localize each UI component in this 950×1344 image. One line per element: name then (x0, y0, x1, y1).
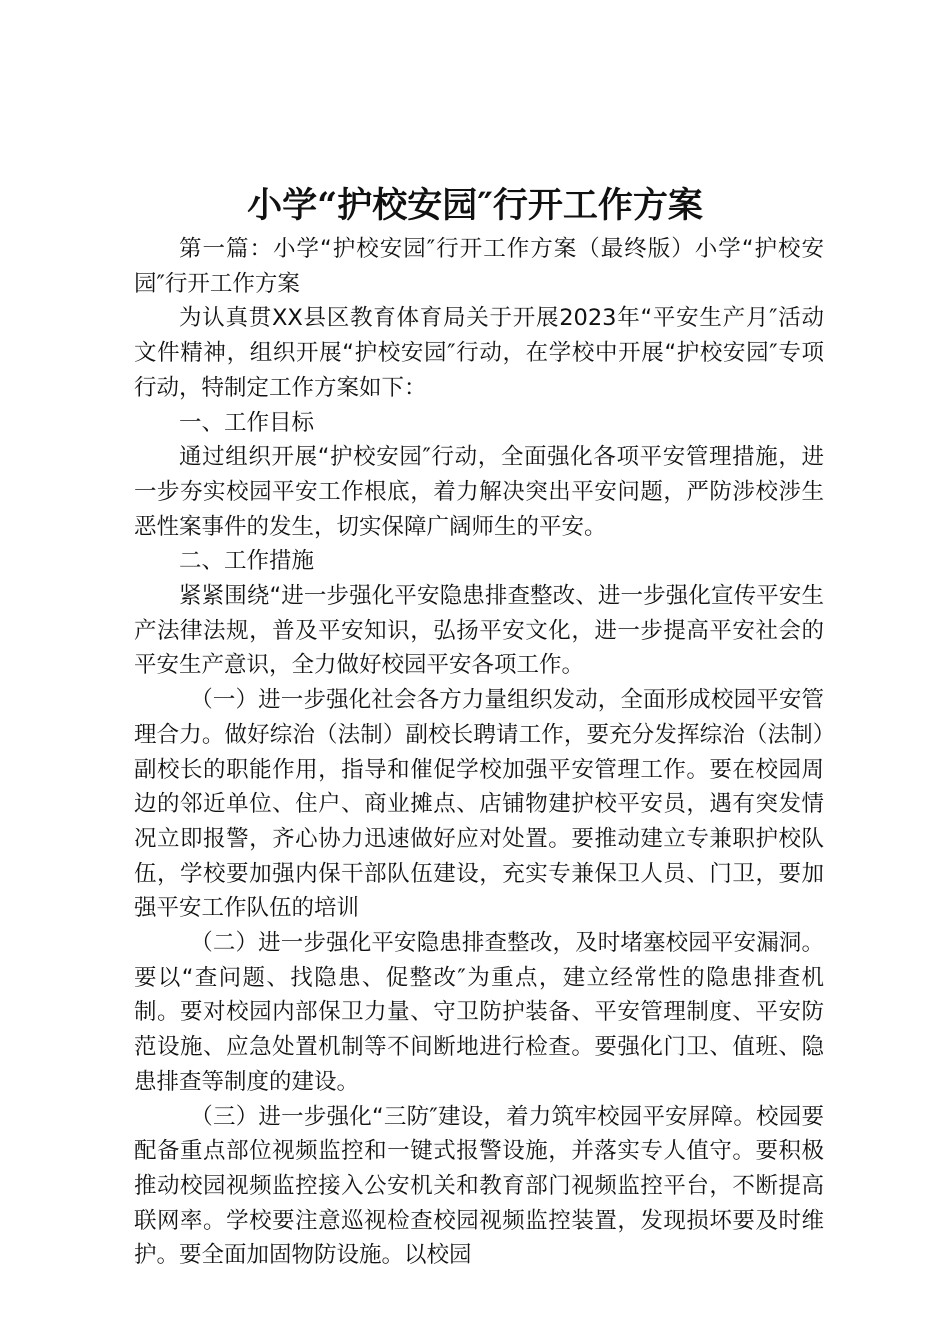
section-heading-measures: 二、工作措施 (179, 548, 315, 575)
paragraph-measure-3: （三）进一步强化“三防″建设，着力筑牢校园平安屏障。校园要配备重点部位视频监控和一键式报警设施，并落实专人值守。要积极推动校园视频监控接入公安机关和教育部门视频监控平台，不断提高联网率。学校要注意巡视检查校园视频监控装置，发现损坏要及时维护。要全面加固物防设施。以校园 (134, 1103, 824, 1269)
document-body (134, 232, 824, 1273)
paragraph-intro-heading: 第一篇：小学“护校安园″行开工作方案（最终版）小学“护校安园″行开工作方案 (134, 236, 824, 297)
paragraph-goals: 通过组织开展“护校安园″行动，全面强化各项平安管理措施，进一步夯实校园平安工作根底，着力解决突出平安问题，严防涉校涉生恶性案事件的发生，切实保障广阔师生的平安。 (134, 444, 824, 540)
paragraph-measure-1: （一）进一步强化社会各方力量组织发动，全面形成校园平安管理合力。做好综治（法制）副校长聘请工作，要充分发挥综治（法制）副校长的职能作用，指导和催促学校加强平安管理工作。要在校园周边的邻近单位、住户、商业摊点、店铺物建护校平安员，遇有突发情况立即报警，齐心协力迅速做好应对处置。要推动建立专兼职护校队伍，学校要加强内保干部队伍建设，充实专兼保卫人员、门卫，要加强平安工作队伍的培训 (134, 687, 824, 922)
paragraph-measures-intro: 紧紧围绕“进一步强化平安隐患排查整改、进一步强化宣传平安生产法律法规，普及平安知识，弘扬平安文化，进一步提高平安社会的平安生产意识，全力做好校园平安各项工作。 (134, 583, 824, 679)
paragraph-purpose: 为认真贯XX县区教育体育局关于开展2023年“平安生产月″活动文件精神，组织开展“护校安园″行动，在学校中开展“护校安园″专项行动，特制定工作方案如下： (134, 305, 824, 401)
paragraph-measure-2: （二）进一步强化平安隐患排查整改，及时堵塞校园平安漏洞。要以“查问题、找隐患、促整改″为重点，建立经常性的隐患排查机制。要对校园内部保卫力量、守卫防护装备、平安管理制度、平安防范设施、应急处置机制等不间断地进行检查。要强化门卫、值班、隐患排查等制度的建设。 (134, 930, 824, 1095)
section-heading-goals: 一、工作目标 (179, 409, 315, 436)
document-title: 小学“护校安园″行开工作方案 (247, 185, 703, 226)
